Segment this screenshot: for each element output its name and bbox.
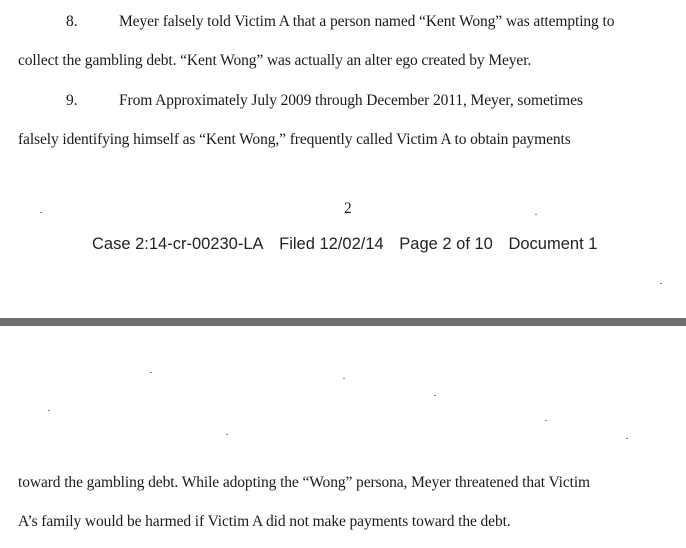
paragraph-9-line-1: From Approximately July 2009 through December 2011, Meyer, sometimes (119, 92, 583, 109)
scan-speck (150, 372, 152, 373)
scan-speck (40, 212, 42, 213)
scan-speck (660, 283, 662, 284)
continuation-line-2: A’s family would be harmed if Victim A did not make payments toward the debt. (18, 513, 511, 530)
scan-speck (343, 378, 345, 379)
filed-date: Filed 12/02/14 (279, 235, 384, 253)
continuation-line-1: toward the gambling debt. While adopting the “Wong” persona, Meyer threatened that Victim (18, 474, 591, 491)
page-count: Page 2 of 10 (399, 235, 493, 253)
page-divider (0, 318, 686, 326)
scan-speck (48, 410, 50, 411)
case-header (92, 235, 608, 254)
paragraph-8-line-2: collect the gambling debt. “Kent Wong” was actually an alter ego created by Meyer. (18, 52, 532, 69)
page-number: 2 (344, 200, 352, 217)
paragraph-9-line-2: falsely identifying himself as “Kent Wong,” frequently called Victim A to obtain payments (18, 131, 571, 148)
paragraph-8-line-1: Meyer falsely told Victim A that a person named “Kent Wong” was attempting to (119, 13, 615, 30)
scan-speck (226, 434, 228, 435)
scan-speck (545, 420, 547, 421)
paragraph-8-number: 8. (66, 13, 78, 30)
paragraph-9-number: 9. (66, 92, 78, 109)
case-number: Case 2:14-cr-00230-LA (92, 235, 264, 253)
scan-speck (434, 395, 436, 396)
scan-speck (626, 438, 628, 439)
document-number: Document 1 (508, 235, 598, 253)
scan-speck (535, 214, 537, 215)
